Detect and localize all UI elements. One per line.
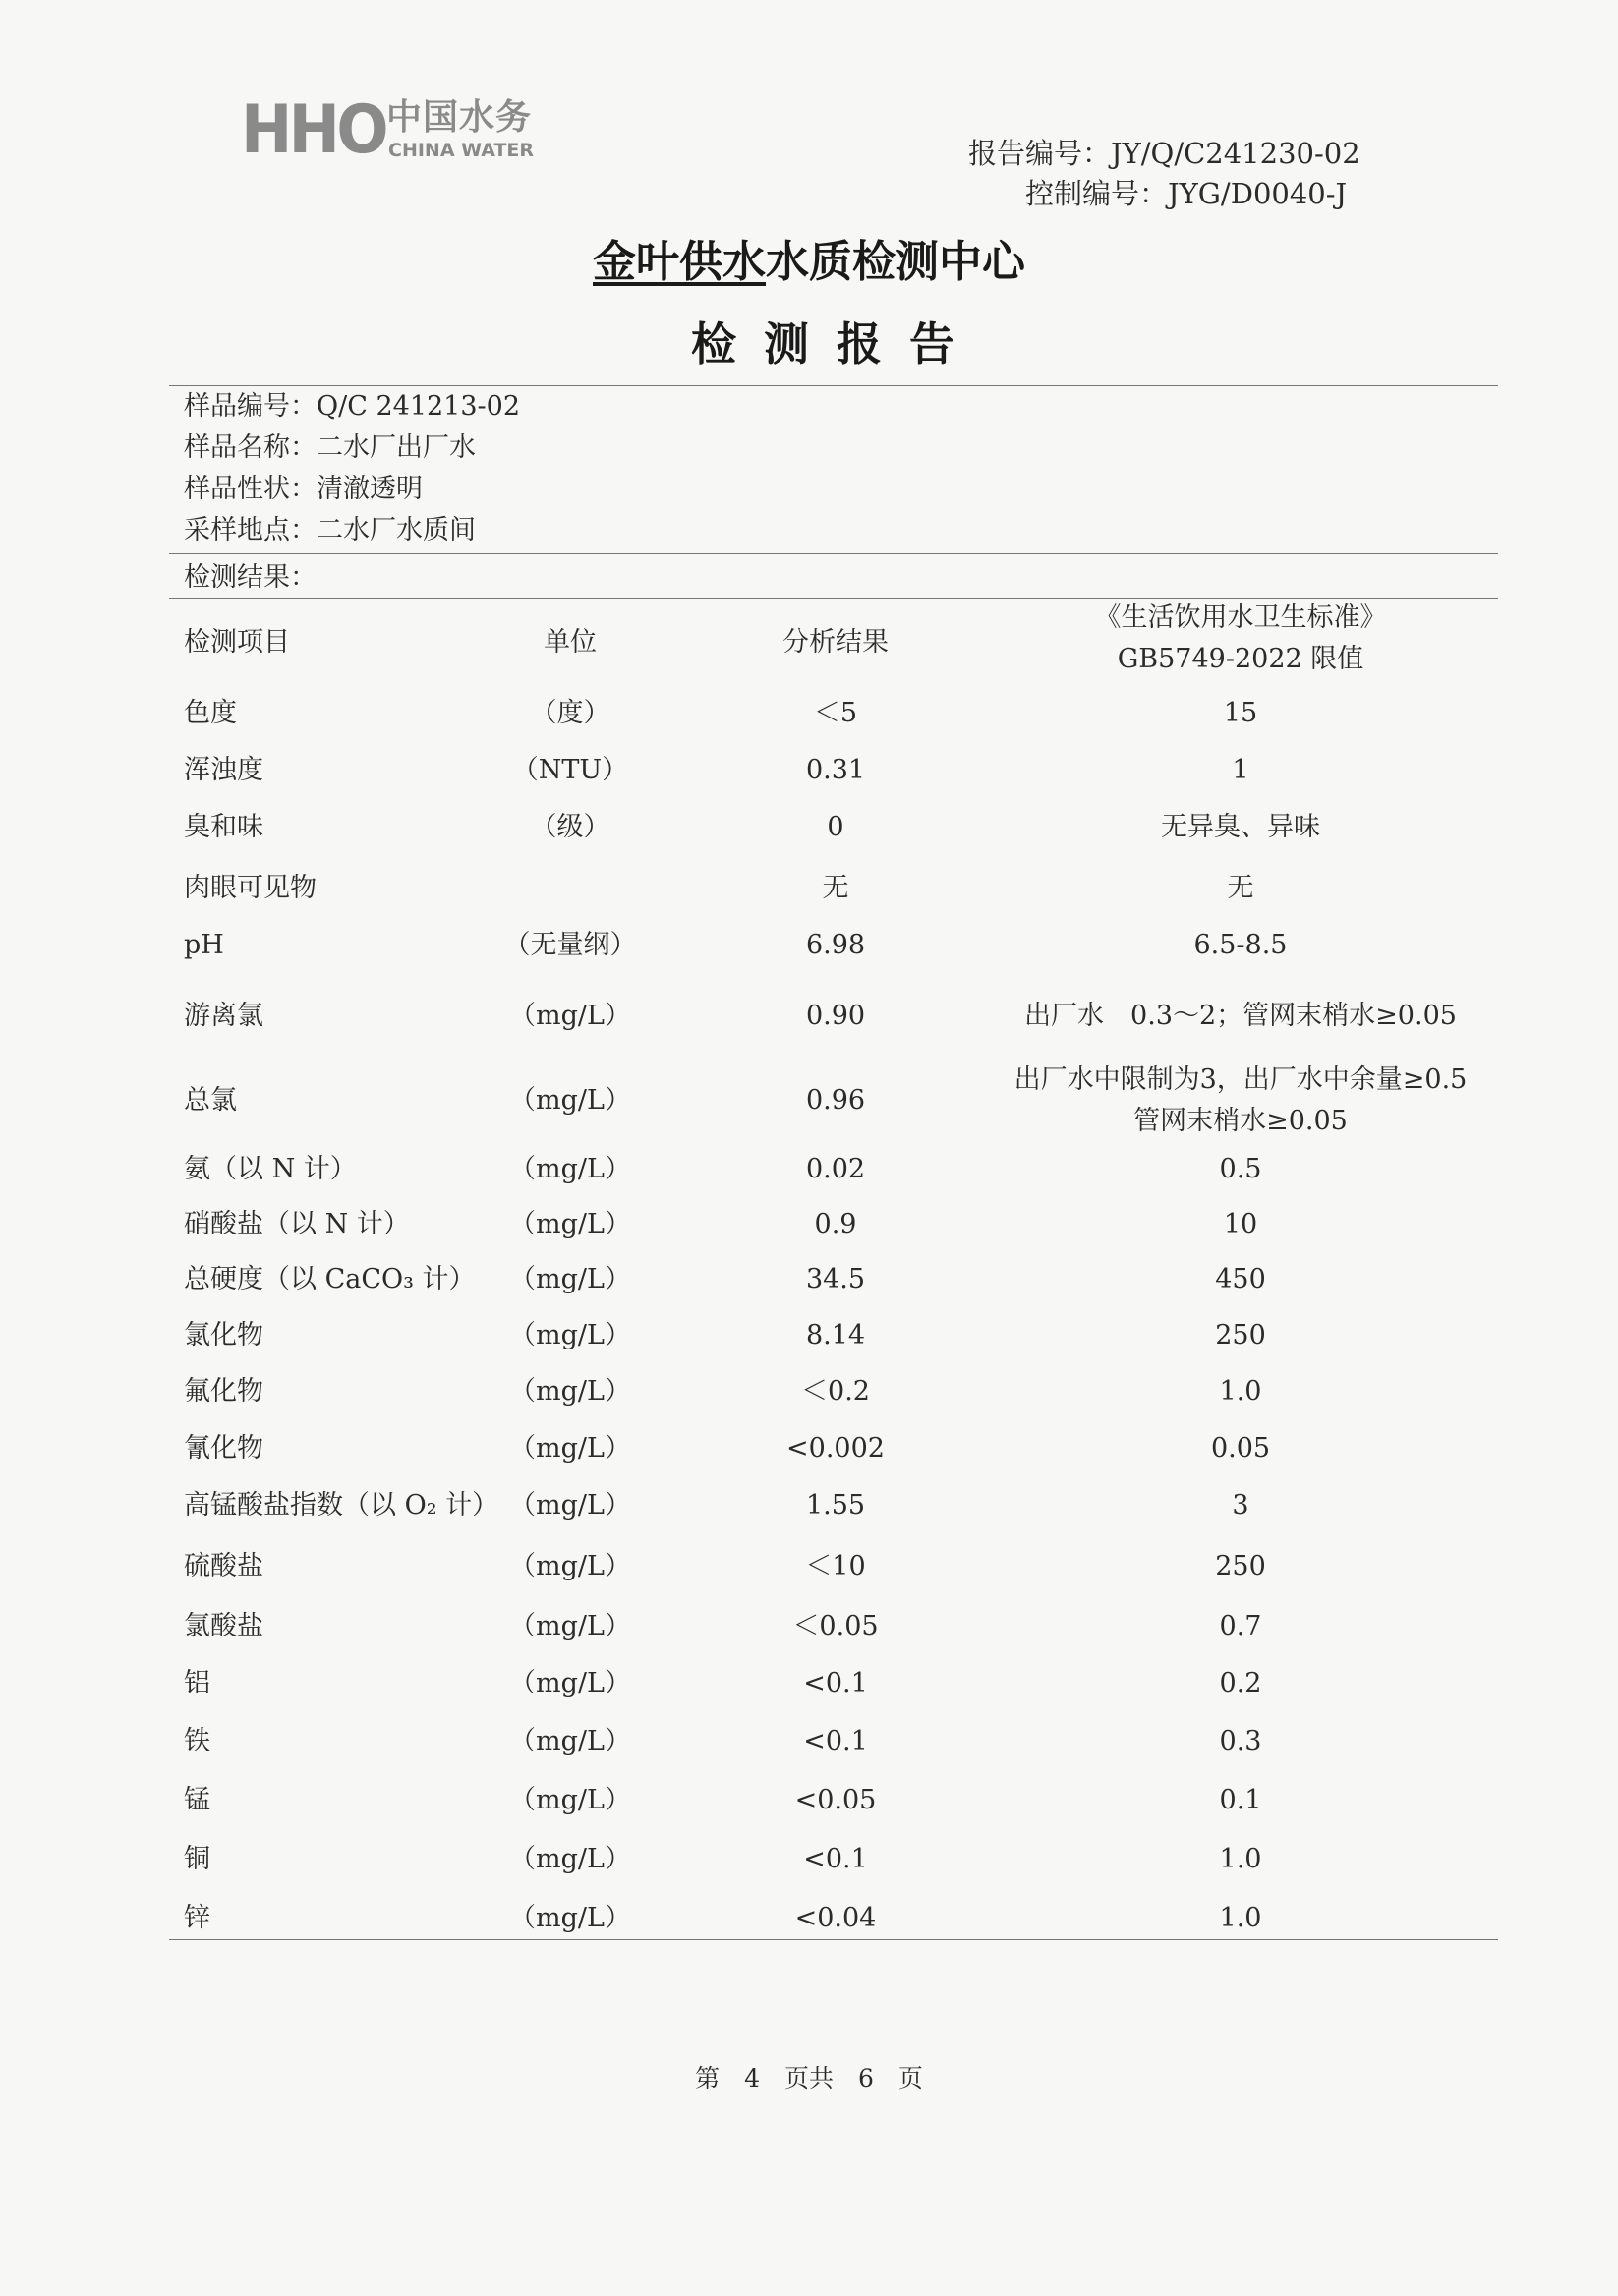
table-row (0, 1664, 1618, 1703)
table-row (0, 1899, 1618, 1938)
standard-cell: 15 (1223, 698, 1258, 728)
unit-cell: （mg/L） (509, 1903, 631, 1933)
unit-cell: （mg/L） (509, 1844, 631, 1874)
standard-cell: 1.0 (1219, 1376, 1262, 1406)
result-cell: <0.1 (803, 1668, 868, 1698)
result-cell: 6.98 (805, 930, 866, 960)
standard-cell: 0.3 (1219, 1726, 1262, 1756)
unit-cell: （mg/L） (509, 1785, 631, 1815)
logo-chinese-text: 中国水务 (386, 97, 533, 138)
results-label: 检测结果： (184, 562, 317, 593)
standard-cell: 出厂水中限制为3，出厂水中余量≥0.5 管网末梢水≥0.05 (1013, 1064, 1468, 1136)
item-cell: 肉眼可见物 (184, 873, 317, 903)
table-row (0, 1840, 1618, 1879)
unit-cell: （NTU） (511, 755, 629, 785)
document-title: 检测报告 (691, 317, 982, 371)
item-cell: 氯化物 (184, 1320, 263, 1350)
header-item: 检测项目 (184, 627, 290, 658)
item-cell: 色度 (184, 698, 237, 728)
table-row (0, 1486, 1618, 1525)
table-row (0, 1064, 1618, 1136)
sample-number: 样品编号：Q/C 241213-02 (184, 391, 521, 422)
logo-english-text: CHINA WATER (388, 140, 535, 161)
table-row (0, 1547, 1618, 1586)
item-cell: 铜 (184, 1844, 210, 1874)
item-cell: 锌 (184, 1903, 210, 1933)
unit-cell: （mg/L） (509, 1551, 631, 1581)
item-cell: 浑浊度 (184, 755, 263, 785)
item-cell: pH (184, 930, 224, 960)
header-standard (1044, 598, 1437, 680)
unit-cell: （级） (530, 812, 610, 842)
standard-cell: 1.0 (1219, 1844, 1262, 1874)
standard-cell: 250 (1215, 1320, 1266, 1350)
standard-cell: 3 (1232, 1490, 1249, 1521)
table-row (0, 1260, 1618, 1299)
item-cell: 锰 (184, 1785, 210, 1815)
unit-cell: （mg/L） (509, 1085, 631, 1116)
table-row (0, 1429, 1618, 1468)
table-row (0, 1607, 1618, 1646)
table-row (0, 869, 1618, 908)
standard-cell: 无 (1227, 873, 1254, 903)
item-cell: 游离氯 (184, 1001, 263, 1031)
unit-cell: （mg/L） (509, 1376, 631, 1406)
table-row (0, 997, 1618, 1036)
unit-cell: （mg/L） (509, 1611, 631, 1641)
unit-cell: （mg/L） (509, 1668, 631, 1698)
unit-cell: （无量纲） (503, 930, 637, 960)
result-cell: 8.14 (805, 1320, 866, 1350)
result-cell: <0.05 (794, 1785, 877, 1815)
result-cell: 34.5 (805, 1264, 866, 1294)
sample-character: 样品性状：清澈透明 (184, 474, 423, 504)
item-cell: 氯酸盐 (184, 1611, 263, 1641)
unit-cell: （mg/L） (509, 1490, 631, 1521)
standard-cell: 0.7 (1219, 1611, 1262, 1641)
table-row (0, 808, 1618, 847)
result-cell: ＜5 (813, 698, 858, 728)
table-row (0, 694, 1618, 733)
header-standard-line1: 《生活饮用水卫生标准》 (1094, 603, 1387, 633)
standard-cell: 0.1 (1219, 1785, 1262, 1815)
divider (169, 553, 1498, 554)
page-number: 第 4 页共 6 页 (695, 2064, 923, 2093)
standard-cell: 1 (1232, 755, 1249, 785)
standard-cell: 0.2 (1219, 1668, 1262, 1698)
header-result: 分析结果 (782, 627, 889, 658)
result-cell: ＜0.05 (792, 1611, 879, 1641)
table-row (0, 1722, 1618, 1761)
unit-cell: （mg/L） (509, 1264, 631, 1294)
report-number: 报告编号：JY/Q/C241230-02 (968, 137, 1360, 170)
organization-title-rest: 水质检测中心 (766, 237, 1025, 287)
result-cell: 1.55 (805, 1490, 866, 1521)
unit-cell: （mg/L） (509, 1320, 631, 1350)
divider (169, 385, 1498, 386)
table-row (0, 1372, 1618, 1411)
header-standard-line2: GB5749-2022 限值 (1117, 644, 1364, 674)
standard-cell: 1.0 (1219, 1903, 1262, 1933)
item-cell: 氰化物 (184, 1433, 263, 1464)
table-row (0, 1150, 1618, 1189)
standard-cell: 出厂水 0.3～2；管网末梢水≥0.05 (1024, 1001, 1457, 1031)
control-number: 控制编号：JYG/D0040-J (1025, 177, 1348, 210)
unit-cell: （mg/L） (509, 1154, 631, 1184)
item-cell: 氨（以 N 计） (184, 1154, 357, 1184)
item-cell: 臭和味 (184, 812, 263, 842)
result-cell: 0.90 (805, 1001, 866, 1031)
item-cell: 硫酸盐 (184, 1551, 263, 1581)
result-cell: 0.96 (805, 1085, 866, 1116)
standard-cell: 450 (1215, 1264, 1266, 1294)
result-cell: ＜0.2 (801, 1376, 870, 1406)
standard-cell: 250 (1215, 1551, 1266, 1581)
standard-cell: 无异臭、异味 (1161, 812, 1320, 842)
sample-name: 样品名称：二水厂出厂水 (184, 432, 476, 463)
table-row (0, 751, 1618, 790)
standard-cell: 6.5-8.5 (1193, 930, 1288, 960)
result-cell: <0.1 (803, 1726, 868, 1756)
result-cell: 0.31 (805, 755, 866, 785)
divider (169, 1939, 1498, 1940)
table-row (0, 1781, 1618, 1820)
header-unit: 单位 (544, 627, 597, 658)
item-cell: 总氯 (184, 1085, 237, 1116)
table-row (0, 1316, 1618, 1355)
unit-cell: （度） (530, 698, 610, 728)
result-cell: 无 (822, 873, 849, 903)
item-cell: 氟化物 (184, 1376, 263, 1406)
unit-cell: （mg/L） (509, 1433, 631, 1464)
standard-cell: 0.5 (1219, 1154, 1262, 1184)
result-cell: <0.002 (786, 1433, 885, 1464)
logo-mark: HHO (241, 91, 385, 169)
item-cell: 硝酸盐（以 N 计） (184, 1209, 410, 1239)
result-cell: <0.04 (794, 1903, 877, 1933)
organization-title (0, 236, 1618, 289)
item-cell: 总硬度（以 CaCO₃ 计） (184, 1264, 476, 1294)
item-cell: 高锰酸盐指数（以 O₂ 计） (184, 1490, 499, 1521)
result-cell: 0.9 (814, 1209, 857, 1239)
item-cell: 铝 (184, 1668, 210, 1698)
unit-cell: （mg/L） (509, 1209, 631, 1239)
unit-cell: （mg/L） (509, 1726, 631, 1756)
table-row (0, 1205, 1618, 1244)
organization-title-underlined: 金叶供水 (593, 237, 766, 287)
standard-cell: 10 (1223, 1209, 1258, 1239)
table-row (0, 926, 1618, 965)
result-cell: 0 (827, 812, 844, 842)
item-cell: 铁 (184, 1726, 210, 1756)
standard-cell: 0.05 (1210, 1433, 1271, 1464)
result-cell: ＜10 (805, 1551, 866, 1581)
result-cell: 0.02 (805, 1154, 866, 1184)
china-water-logo (241, 91, 536, 169)
result-cell: <0.1 (803, 1844, 868, 1874)
unit-cell: （mg/L） (509, 1001, 631, 1031)
sampling-location: 采样地点：二水厂水质间 (184, 515, 476, 545)
